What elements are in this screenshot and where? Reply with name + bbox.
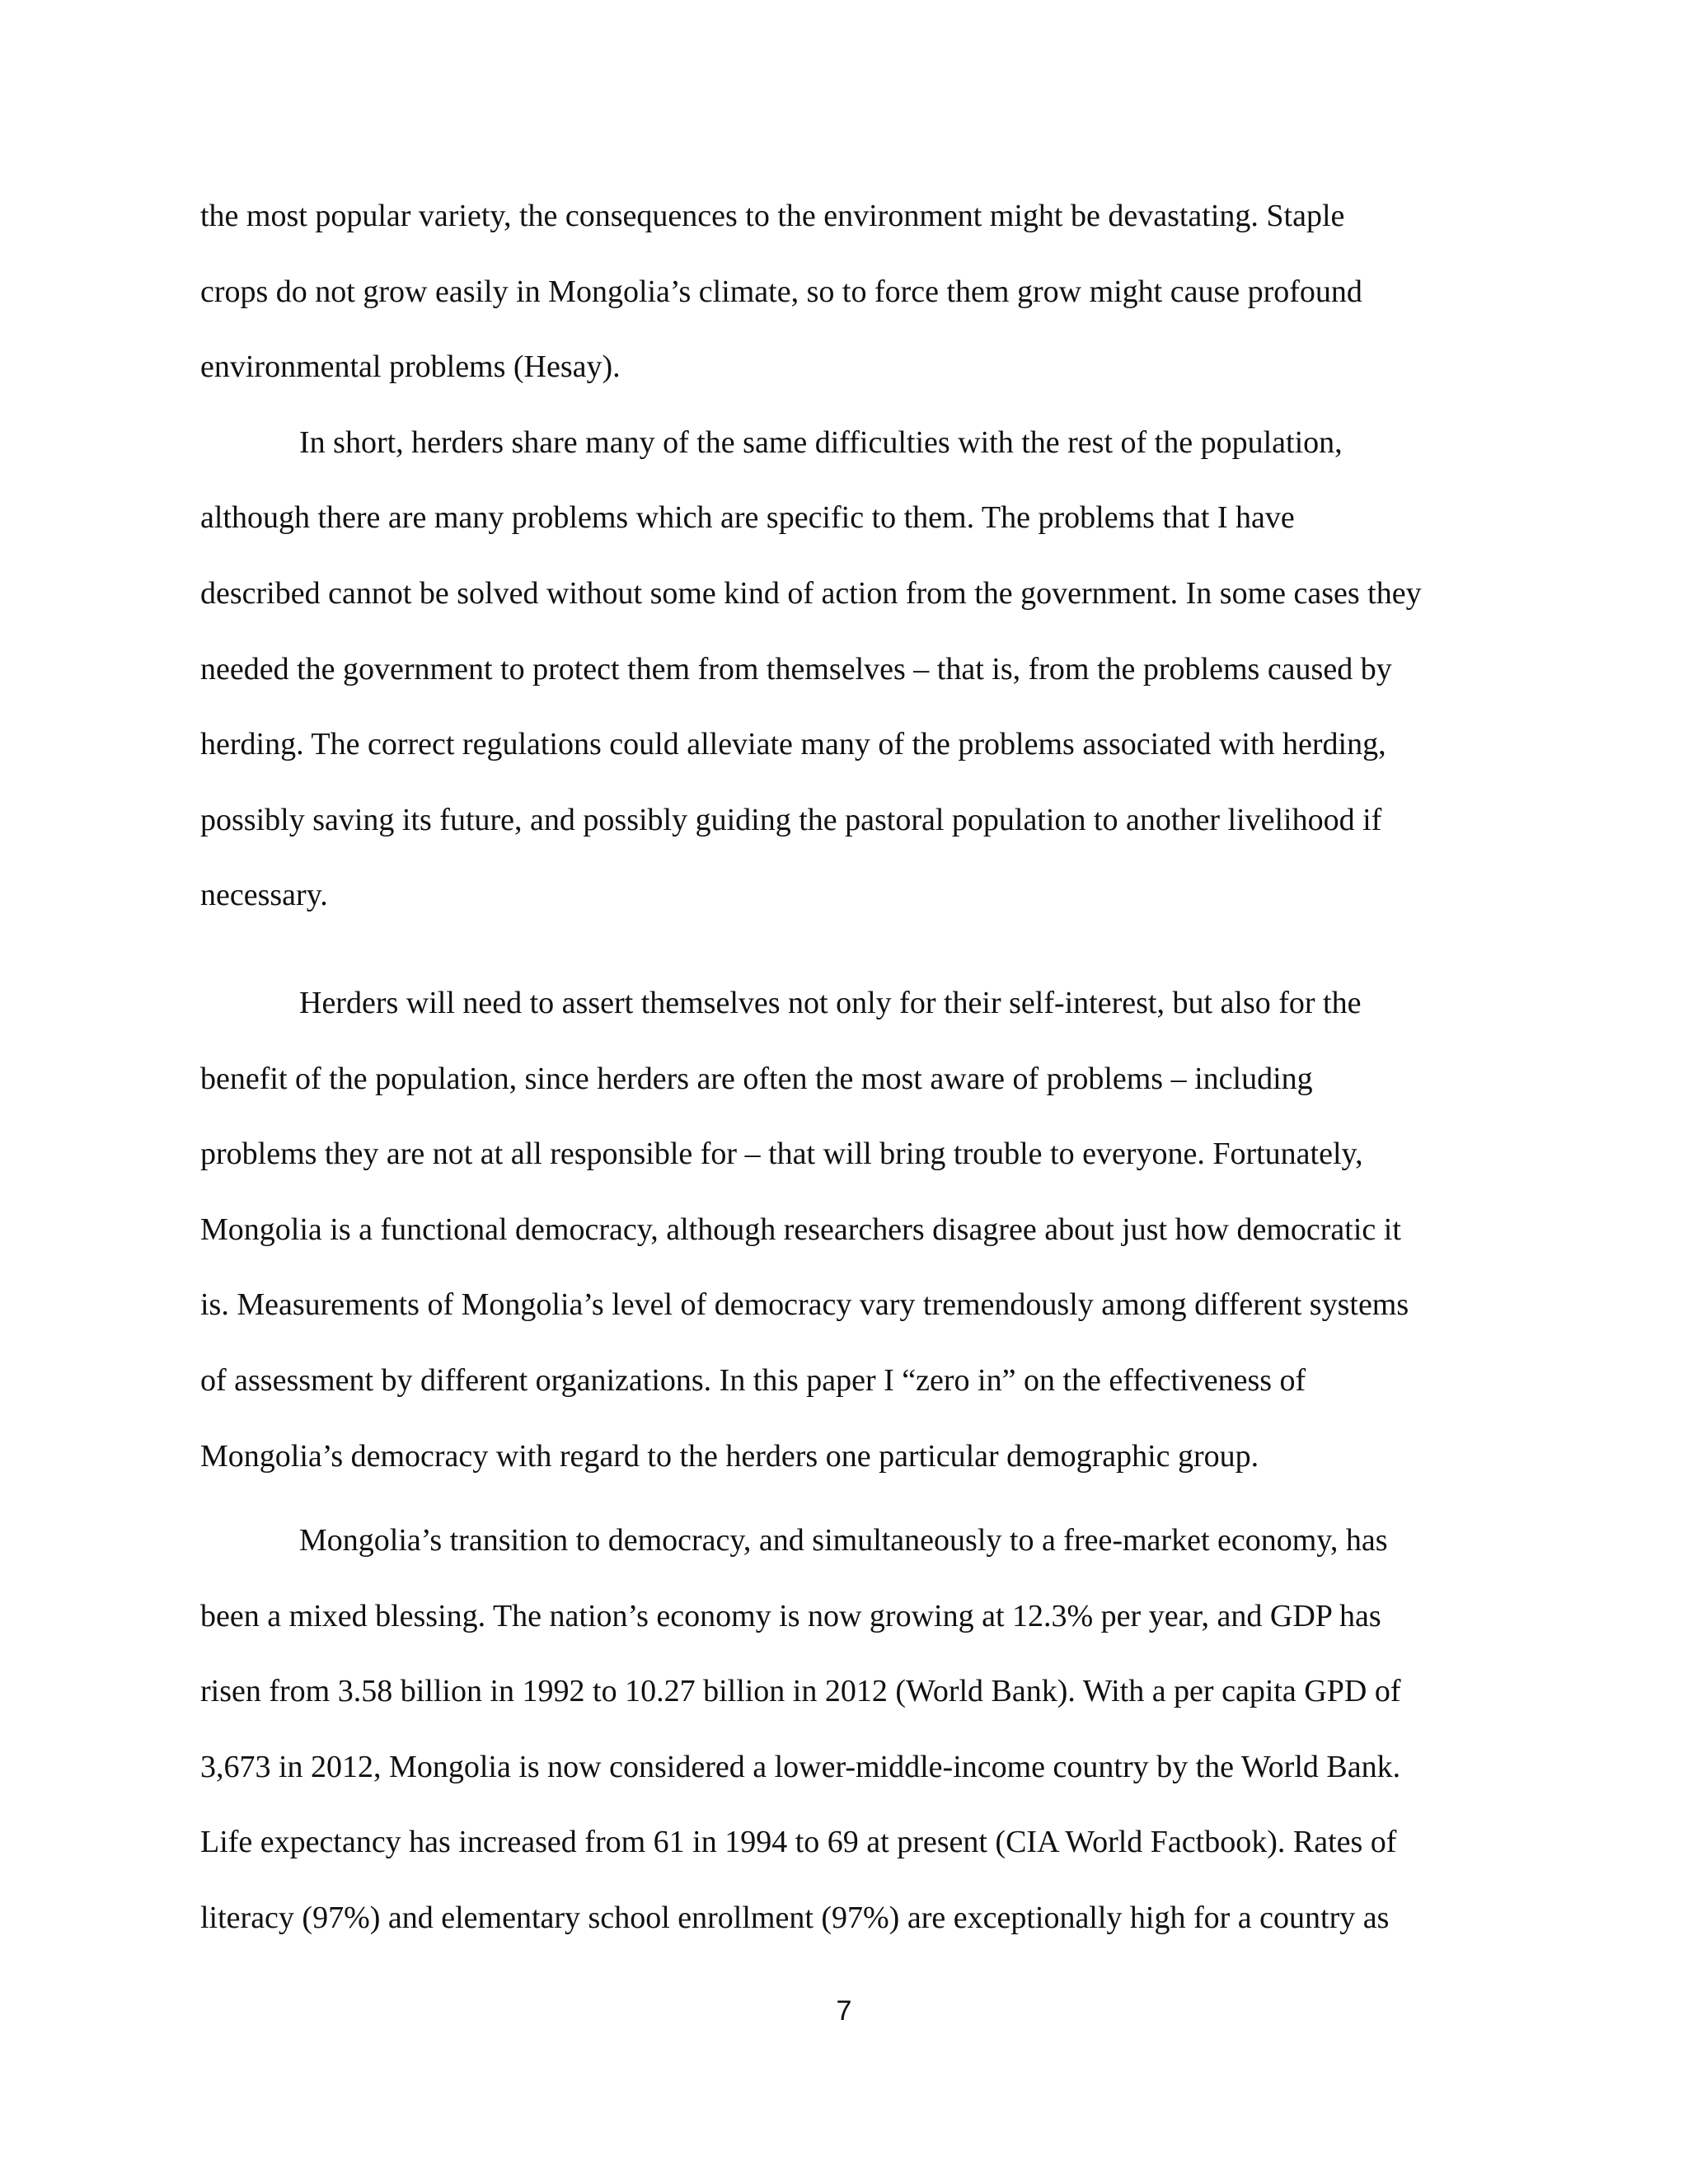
text-block-2 [200, 966, 1503, 1494]
text-line: 3,673 in 2012, Mongolia is now considered a lower-middle-income country by the World Bank. [200, 1749, 1401, 1784]
text-line: crops do not grow easily in Mongolia’s climate, so to force them grow might cause profound [200, 274, 1362, 309]
text-line: Life expectancy has increased from 61 in 1994 to 69 at present (CIA World Factbook). Rates of [200, 1825, 1397, 1860]
text-line: the most popular variety, the consequences to the environment might be devastating. Staple [200, 199, 1345, 233]
page-number: 7 [836, 1995, 852, 2027]
text-line: is. Measurements of Mongolia’s level of democracy vary tremendously among different systems [200, 1287, 1409, 1323]
text-line: Mongolia’s transition to democracy, and simultaneously to a free-market economy, has [299, 1523, 1388, 1558]
text-line: possibly saving its future, and possibly guiding the pastoral population to another livelihood if [200, 802, 1382, 837]
text-line: described cannot be solved without some kind of action from the government. In some cases they [200, 575, 1422, 611]
text-line: Herders will need to assert themselves not only for their self-interest, but also for the [299, 986, 1362, 1020]
text-line: necessary. [200, 878, 328, 913]
text-line: risen from 3.58 billion in 1992 to 10.27 billion in 2012 (World Bank). With a per capita GPD of [200, 1674, 1401, 1709]
text-line: herding. The correct regulations could alleviate many of the problems associated with herding, [200, 727, 1386, 762]
text-line: been a mixed blessing. The nation’s economy is now growing at 12.3% per year, and GDP has [200, 1598, 1381, 1633]
text-line: literacy (97%) and elementary school enrollment (97%) are exceptionally high for a country as [200, 1900, 1390, 1935]
text-block-1 [200, 179, 1503, 934]
text-line: Mongolia is a functional democracy, although researchers disagree about just how democratic it [200, 1212, 1401, 1247]
text-line: benefit of the population, since herders are often the most aware of problems – including [200, 1061, 1313, 1096]
text-line: Mongolia’s democracy with regard to the herders one particular demographic group. [200, 1438, 1259, 1474]
text-line: although there are many problems which are specific to them. The problems that I have [200, 500, 1295, 536]
text-line: In short, herders share many of the same difficulties with the rest of the population, [299, 424, 1343, 460]
text-line: problems they are not at all responsible for – that will bring trouble to everyone. Fortunately, [200, 1137, 1363, 1172]
text-line: environmental problems (Hesay). [200, 349, 621, 385]
text-line: of assessment by different organizations. In this paper I “zero in” on the effectiveness of [200, 1362, 1306, 1398]
text-block-3 [200, 1503, 1503, 1957]
text-line: needed the government to protect them from themselves – that is, from the problems caused by [200, 651, 1392, 687]
